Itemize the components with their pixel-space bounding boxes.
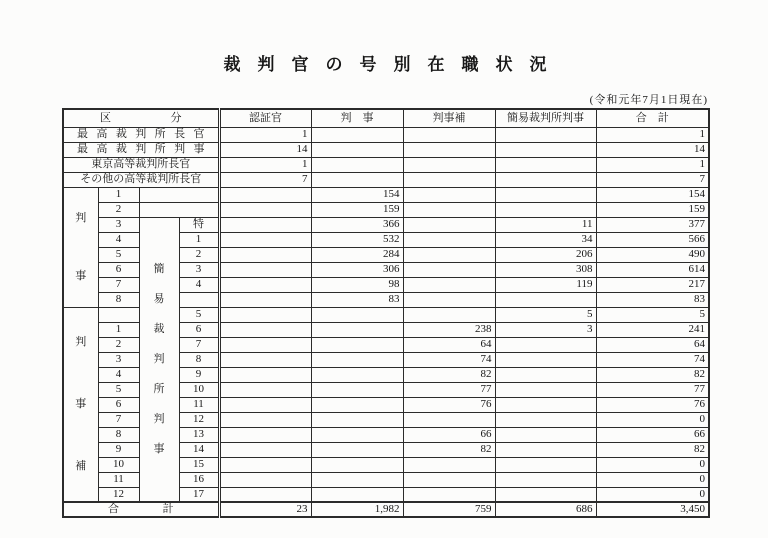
- val-summary: [495, 292, 596, 307]
- val-summary: [495, 127, 596, 142]
- val-total: 74: [596, 352, 709, 367]
- val-hanjiho: [403, 262, 495, 277]
- val-ninshokan: [219, 277, 311, 292]
- grade-no-cell: 1: [98, 187, 139, 202]
- val-summary: 119: [495, 277, 596, 292]
- val-summary: [495, 382, 596, 397]
- summary-grade-cell: 8: [179, 352, 219, 367]
- val-total: 566: [596, 232, 709, 247]
- val-ninshokan: [219, 292, 311, 307]
- val-ninshokan: [219, 457, 311, 472]
- total-label: 合計: [63, 502, 219, 517]
- summary-grade-cell: 7: [179, 337, 219, 352]
- val-hanji: [311, 157, 403, 172]
- val-ninshokan: 23: [219, 502, 311, 517]
- val-summary: 34: [495, 232, 596, 247]
- val-hanjiho: 76: [403, 397, 495, 412]
- date-note: (令和元年7月1日現在): [589, 94, 708, 106]
- val-total: 0: [596, 412, 709, 427]
- val-summary: [495, 412, 596, 427]
- header-summary-court-judge: 簡易裁判所判事: [495, 109, 596, 127]
- header-hanji: 判 事: [311, 109, 403, 127]
- summary-grade-cell: 10: [179, 382, 219, 397]
- val-hanji: 306: [311, 262, 403, 277]
- header-category: 区分: [63, 109, 219, 127]
- val-hanji: 1,982: [311, 502, 403, 517]
- val-total: 14: [596, 142, 709, 157]
- val-ninshokan: 1: [219, 157, 311, 172]
- grade-no-cell: 9: [98, 442, 139, 457]
- header-total: 合 計: [596, 109, 709, 127]
- val-hanji: 83: [311, 292, 403, 307]
- val-ninshokan: [219, 262, 311, 277]
- val-ninshokan: 1: [219, 127, 311, 142]
- val-ninshokan: [219, 382, 311, 397]
- summary-grade-cell: 特: [179, 217, 219, 232]
- grade-no-cell: 8: [98, 427, 139, 442]
- val-hanji: 284: [311, 247, 403, 262]
- table-row: [63, 142, 709, 157]
- val-hanjiho: [403, 472, 495, 487]
- val-hanjiho: [403, 217, 495, 232]
- val-summary: [495, 337, 596, 352]
- val-hanjiho: 66: [403, 427, 495, 442]
- val-hanjiho: 64: [403, 337, 495, 352]
- grade-status-table: [62, 108, 710, 518]
- summary-grade-cell: 4: [179, 277, 219, 292]
- val-summary: [495, 472, 596, 487]
- val-hanji: 366: [311, 217, 403, 232]
- val-hanjiho: [403, 142, 495, 157]
- grade-no-cell: 2: [98, 202, 139, 217]
- val-hanjiho: [403, 232, 495, 247]
- val-summary: [495, 157, 596, 172]
- val-hanjiho: [403, 187, 495, 202]
- summary-grade-cell: 17: [179, 487, 219, 502]
- val-hanjiho: [403, 307, 495, 322]
- val-summary: [495, 397, 596, 412]
- val-hanji: 154: [311, 187, 403, 202]
- grade-no-cell: 6: [98, 262, 139, 277]
- val-total: 83: [596, 292, 709, 307]
- val-summary: [495, 367, 596, 382]
- grade-no-cell: 2: [98, 337, 139, 352]
- summary-grade-cell: 5: [179, 307, 219, 322]
- val-total: 0: [596, 487, 709, 502]
- val-total: 159: [596, 202, 709, 217]
- val-summary: [495, 172, 596, 187]
- group-label-hanjiho: [63, 307, 98, 502]
- val-hanjiho: 82: [403, 367, 495, 382]
- val-hanjiho: [403, 487, 495, 502]
- val-ninshokan: [219, 217, 311, 232]
- header-ninshokan: 認証官: [219, 109, 311, 127]
- row-label: その他の高等裁判所長官: [63, 172, 219, 187]
- grade-no-cell: 5: [98, 382, 139, 397]
- val-summary: [495, 487, 596, 502]
- val-hanji: [311, 172, 403, 187]
- grade-no-cell: 12: [98, 487, 139, 502]
- val-hanjiho: [403, 172, 495, 187]
- summary-grade-cell: 2: [179, 247, 219, 262]
- val-ninshokan: [219, 367, 311, 382]
- val-summary: 3: [495, 322, 596, 337]
- val-hanji: [311, 382, 403, 397]
- summary-grade-cell: 13: [179, 427, 219, 442]
- summary-grade-cell: 11: [179, 397, 219, 412]
- val-hanjiho: 82: [403, 442, 495, 457]
- summary-grade-cell: 6: [179, 322, 219, 337]
- val-hanji: [311, 322, 403, 337]
- val-ninshokan: [219, 337, 311, 352]
- group-label-summary-court-text: 簡易裁判所判事: [153, 263, 165, 456]
- grade-no-cell: 1: [98, 322, 139, 337]
- val-total: 66: [596, 427, 709, 442]
- val-ninshokan: [219, 187, 311, 202]
- val-hanji: 532: [311, 232, 403, 247]
- total-row: [63, 502, 709, 517]
- val-hanji: [311, 442, 403, 457]
- val-summary: [495, 352, 596, 367]
- group-label-hanji-text: 判事: [75, 212, 87, 282]
- val-hanji: [311, 127, 403, 142]
- val-hanji: [311, 397, 403, 412]
- table-row: [63, 127, 709, 142]
- val-hanji: [311, 337, 403, 352]
- val-total: 241: [596, 322, 709, 337]
- val-total: 82: [596, 442, 709, 457]
- val-ninshokan: [219, 202, 311, 217]
- val-ninshokan: [219, 352, 311, 367]
- val-summary: 5: [495, 307, 596, 322]
- val-hanjiho: 74: [403, 352, 495, 367]
- val-total: 154: [596, 187, 709, 202]
- val-ninshokan: [219, 412, 311, 427]
- val-hanji: [311, 412, 403, 427]
- grade-no-cell: 7: [98, 412, 139, 427]
- val-ninshokan: [219, 427, 311, 442]
- grade-no-cell: 3: [98, 352, 139, 367]
- val-total: 3,450: [596, 502, 709, 517]
- val-hanji: [311, 352, 403, 367]
- header-row: [63, 109, 709, 127]
- val-summary: 308: [495, 262, 596, 277]
- summary-grade-cell: 16: [179, 472, 219, 487]
- grade-no-cell: [98, 307, 139, 322]
- grade-no-cell: 10: [98, 457, 139, 472]
- table-row: [63, 202, 709, 217]
- val-hanjiho: [403, 457, 495, 472]
- val-total: 490: [596, 247, 709, 262]
- val-ninshokan: [219, 397, 311, 412]
- summary-grade-cell: 15: [179, 457, 219, 472]
- grade-no-cell: 7: [98, 277, 139, 292]
- val-hanjiho: [403, 247, 495, 262]
- summary-grade-cell: 14: [179, 442, 219, 457]
- val-hanji: [311, 307, 403, 322]
- summary-grade-cell: 12: [179, 412, 219, 427]
- grade-no-cell: 4: [98, 232, 139, 247]
- val-summary: 11: [495, 217, 596, 232]
- val-total: 1: [596, 157, 709, 172]
- val-hanji: [311, 457, 403, 472]
- val-ninshokan: [219, 247, 311, 262]
- empty-cell: [139, 187, 219, 202]
- val-summary: [495, 457, 596, 472]
- val-summary: 686: [495, 502, 596, 517]
- summary-grade-cell: 3: [179, 262, 219, 277]
- grade-no-cell: 3: [98, 217, 139, 232]
- group-label-hanjiho-text: 判事補: [75, 336, 87, 473]
- val-summary: [495, 187, 596, 202]
- val-total: 377: [596, 217, 709, 232]
- val-hanjiho: [403, 412, 495, 427]
- table-row: [63, 157, 709, 172]
- val-hanjiho: [403, 292, 495, 307]
- val-ninshokan: [219, 442, 311, 457]
- val-hanji: [311, 367, 403, 382]
- val-hanjiho: 238: [403, 322, 495, 337]
- empty-cell: [139, 202, 219, 217]
- val-hanji: [311, 427, 403, 442]
- val-hanjiho: [403, 157, 495, 172]
- val-hanji: 159: [311, 202, 403, 217]
- grade-no-cell: 5: [98, 247, 139, 262]
- val-hanjiho: [403, 202, 495, 217]
- row-label: 東京高等裁判所長官: [63, 157, 219, 172]
- val-summary: [495, 442, 596, 457]
- grade-no-cell: 6: [98, 397, 139, 412]
- val-hanji: 98: [311, 277, 403, 292]
- val-hanji: [311, 142, 403, 157]
- val-total: 217: [596, 277, 709, 292]
- val-ninshokan: [219, 322, 311, 337]
- summary-grade-cell: [179, 292, 219, 307]
- val-hanji: [311, 487, 403, 502]
- summary-grade-cell: 1: [179, 232, 219, 247]
- grade-no-cell: 11: [98, 472, 139, 487]
- val-summary: 206: [495, 247, 596, 262]
- val-ninshokan: [219, 487, 311, 502]
- val-total: 0: [596, 472, 709, 487]
- row-label: 最高裁判所長官: [63, 127, 219, 142]
- header-hanjiho: 判事補: [403, 109, 495, 127]
- val-ninshokan: [219, 232, 311, 247]
- table-row: [63, 187, 709, 202]
- group-label-summary-court: [139, 217, 179, 502]
- val-total: 76: [596, 397, 709, 412]
- table-row: [63, 217, 709, 232]
- val-ninshokan: 14: [219, 142, 311, 157]
- page-title: 裁判官の号別在職状況: [223, 55, 564, 74]
- val-hanjiho: [403, 127, 495, 142]
- val-total: 64: [596, 337, 709, 352]
- val-hanji: [311, 472, 403, 487]
- val-total: 5: [596, 307, 709, 322]
- val-total: 77: [596, 382, 709, 397]
- val-hanjiho: 77: [403, 382, 495, 397]
- val-total: 7: [596, 172, 709, 187]
- table-row: [63, 172, 709, 187]
- val-summary: [495, 427, 596, 442]
- grade-no-cell: 8: [98, 292, 139, 307]
- val-total: 82: [596, 367, 709, 382]
- val-total: 1: [596, 127, 709, 142]
- val-hanjiho: 759: [403, 502, 495, 517]
- val-hanjiho: [403, 277, 495, 292]
- val-summary: [495, 202, 596, 217]
- val-total: 0: [596, 457, 709, 472]
- row-label: 最高裁判所判事: [63, 142, 219, 157]
- val-ninshokan: 7: [219, 172, 311, 187]
- group-label-hanji: [63, 187, 98, 307]
- val-ninshokan: [219, 307, 311, 322]
- val-ninshokan: [219, 472, 311, 487]
- summary-grade-cell: 9: [179, 367, 219, 382]
- val-total: 614: [596, 262, 709, 277]
- grade-no-cell: 4: [98, 367, 139, 382]
- val-summary: [495, 142, 596, 157]
